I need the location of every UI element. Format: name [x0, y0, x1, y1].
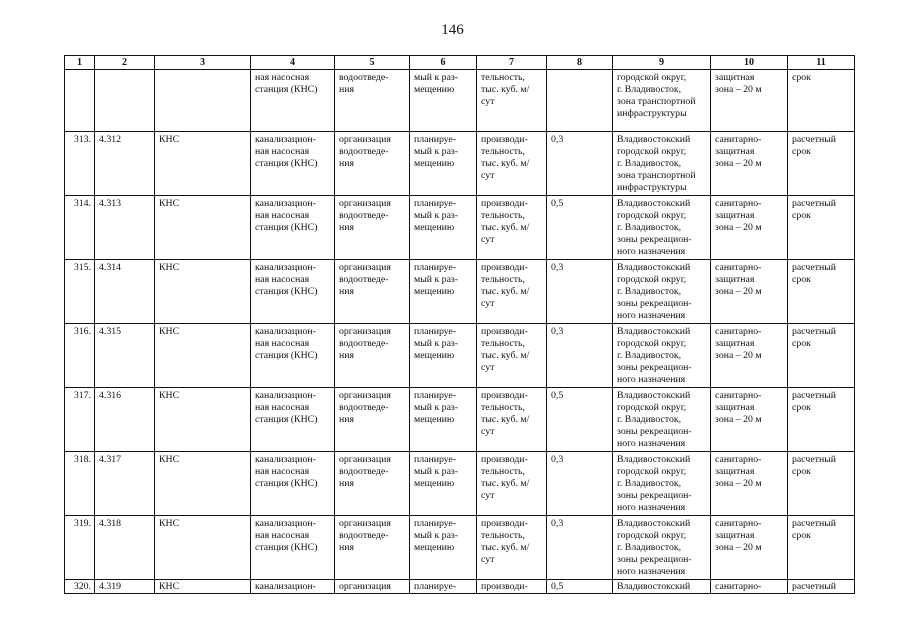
table-cell: 0,5 — [547, 196, 613, 260]
table-cell: 314. — [65, 196, 95, 260]
table-cell: 315. — [65, 260, 95, 324]
table-cell: организация водоотведе- ния — [335, 516, 410, 580]
table-cell: расчетный срок — [788, 452, 855, 516]
table-cell: санитарно- защитная зона – 20 м — [711, 388, 788, 452]
table-cell: санитарно- защитная зона – 20 м — [711, 196, 788, 260]
table-cell: канализацион- — [251, 580, 335, 594]
table-cell: санитарно- защитная зона – 20 м — [711, 452, 788, 516]
table-cell: планируе- мый к раз- мещению — [410, 132, 477, 196]
page-number: 146 — [441, 22, 464, 38]
table-cell: КНС — [155, 452, 251, 516]
table-cell: КНС — [155, 388, 251, 452]
col-header: 8 — [547, 56, 613, 70]
table-cell: 0,3 — [547, 260, 613, 324]
table-cell: 0,3 — [547, 132, 613, 196]
table-cell: планируе- мый к раз- мещению — [410, 516, 477, 580]
table-cell: Владивостокский городской округ, г. Владивосток, зоны рекреацион- ного назначения — [613, 260, 711, 324]
table-cell: расчетный срок — [788, 516, 855, 580]
table-cell: КНС — [155, 580, 251, 594]
table-cell: Владивостокский городской округ, г. Владивосток, зоны рекреацион- ного назначения — [613, 516, 711, 580]
table-cell: организация — [335, 580, 410, 594]
table-row-continuation — [65, 70, 855, 132]
table-cell: канализацион- ная насосная станция (КНС) — [251, 324, 335, 388]
table-cell: организация водоотведе- ния — [335, 260, 410, 324]
col-header: 9 — [613, 56, 711, 70]
table-cell: тельность, тыс. куб. м/ сут — [477, 70, 547, 132]
col-header: 3 — [155, 56, 251, 70]
col-header: 6 — [410, 56, 477, 70]
table-cell: расчетный срок — [788, 196, 855, 260]
table-cell: КНС — [155, 132, 251, 196]
table-cell: канализацион- ная насосная станция (КНС) — [251, 260, 335, 324]
table-cell: 4.317 — [95, 452, 155, 516]
table-cell: 4.312 — [95, 132, 155, 196]
table-cell: организация водоотведе- ния — [335, 324, 410, 388]
table-cell: расчетный — [788, 580, 855, 594]
table-cell: канализацион- ная насосная станция (КНС) — [251, 516, 335, 580]
table-cell — [155, 70, 251, 132]
header-row — [65, 56, 855, 70]
table-cell: 4.318 — [95, 516, 155, 580]
table-cell: 318. — [65, 452, 95, 516]
table-cell: планируе- — [410, 580, 477, 594]
table-cell: городской округ, г. Владивосток, зона транспортной инфраструктуры — [613, 70, 711, 132]
table-row — [65, 388, 855, 452]
table-cell: санитарно- защитная зона – 20 м — [711, 132, 788, 196]
table-cell: канализацион- ная насосная станция (КНС) — [251, 132, 335, 196]
table-cell: Владивостокский — [613, 580, 711, 594]
table-cell: водоотведе- ния — [335, 70, 410, 132]
table-cell: производи- тельность, тыс. куб. м/ сут — [477, 452, 547, 516]
table-cell: 4.314 — [95, 260, 155, 324]
table-cell: производи- тельность, тыс. куб. м/ сут — [477, 324, 547, 388]
table-cell — [65, 70, 95, 132]
table-cell: производи- — [477, 580, 547, 594]
col-header: 5 — [335, 56, 410, 70]
table-cell: 317. — [65, 388, 95, 452]
table-cell: планируе- мый к раз- мещению — [410, 452, 477, 516]
table-cell: КНС — [155, 324, 251, 388]
table-cell: производи- тельность, тыс. куб. м/ сут — [477, 132, 547, 196]
table-cell: планируе- мый к раз- мещению — [410, 388, 477, 452]
table-cell: производи- тельность, тыс. куб. м/ сут — [477, 388, 547, 452]
table-cell: защитная зона – 20 м — [711, 70, 788, 132]
table-cell: мый к раз- мещению — [410, 70, 477, 132]
table-cell: канализацион- ная насосная станция (КНС) — [251, 452, 335, 516]
table-row-partial — [65, 580, 855, 594]
table-cell — [547, 70, 613, 132]
table-cell: 320. — [65, 580, 95, 594]
table-cell: Владивостокский городской округ, г. Владивосток, зоны рекреацион- ного назначения — [613, 196, 711, 260]
table-cell: санитарно- защитная зона – 20 м — [711, 324, 788, 388]
table-row — [65, 452, 855, 516]
col-header: 10 — [711, 56, 788, 70]
table-row — [65, 516, 855, 580]
table-cell: канализацион- ная насосная станция (КНС) — [251, 388, 335, 452]
table-cell: Владивостокский городской округ, г. Владивосток, зоны рекреацион- ного назначения — [613, 324, 711, 388]
table-row — [65, 132, 855, 196]
table-cell: производи- тельность, тыс. куб. м/ сут — [477, 260, 547, 324]
table-cell: канализацион- ная насосная станция (КНС) — [251, 196, 335, 260]
table-cell: 4.316 — [95, 388, 155, 452]
table-cell: КНС — [155, 260, 251, 324]
table-cell: 0,3 — [547, 452, 613, 516]
table-cell: организация водоотведе- ния — [335, 452, 410, 516]
table-cell: расчетный срок — [788, 324, 855, 388]
table-cell: 0,5 — [547, 388, 613, 452]
col-header: 7 — [477, 56, 547, 70]
table-cell: производи- тельность, тыс. куб. м/ сут — [477, 516, 547, 580]
table-cell: 0,5 — [547, 580, 613, 594]
table-cell: Владивостокский городской округ, г. Владивосток, зоны рекреацион- ного назначения — [613, 452, 711, 516]
table-cell: 319. — [65, 516, 95, 580]
table-cell: санитарно- защитная зона – 20 м — [711, 516, 788, 580]
table-cell: КНС — [155, 196, 251, 260]
table-cell: 313. — [65, 132, 95, 196]
table-cell — [95, 70, 155, 132]
table-row — [65, 324, 855, 388]
table-cell: планируе- мый к раз- мещению — [410, 324, 477, 388]
table-cell: организация водоотведе- ния — [335, 388, 410, 452]
table-cell: Владивостокский городской округ, г. Владивосток, зоны рекреацион- ного назначения — [613, 388, 711, 452]
table-cell: 4.313 — [95, 196, 155, 260]
table-cell: санитарно- — [711, 580, 788, 594]
table-cell: 0,3 — [547, 516, 613, 580]
table-cell: ная насосная станция (КНС) — [251, 70, 335, 132]
col-header: 1 — [65, 56, 95, 70]
table-cell: КНС — [155, 516, 251, 580]
table-cell: планируе- мый к раз- мещению — [410, 196, 477, 260]
table-cell: организация водоотведе- ния — [335, 196, 410, 260]
table-cell: производи- тельность, тыс. куб. м/ сут — [477, 196, 547, 260]
col-header: 4 — [251, 56, 335, 70]
data-table — [64, 55, 855, 594]
table-cell: срок — [788, 70, 855, 132]
table-cell: Владивостокский городской округ, г. Владивосток, зона транспортной инфраструктуры — [613, 132, 711, 196]
col-header: 11 — [788, 56, 855, 70]
table-cell: 316. — [65, 324, 95, 388]
table-row — [65, 260, 855, 324]
col-header: 2 — [95, 56, 155, 70]
table-cell: санитарно- защитная зона – 20 м — [711, 260, 788, 324]
table-cell: расчетный срок — [788, 132, 855, 196]
table-cell: 4.319 — [95, 580, 155, 594]
table-cell: расчетный срок — [788, 388, 855, 452]
table-cell: 0,3 — [547, 324, 613, 388]
table-cell: организация водоотведе- ния — [335, 132, 410, 196]
table-cell: планируе- мый к раз- мещению — [410, 260, 477, 324]
table-row — [65, 196, 855, 260]
table-cell: 4.315 — [95, 324, 155, 388]
table-cell: расчетный срок — [788, 260, 855, 324]
